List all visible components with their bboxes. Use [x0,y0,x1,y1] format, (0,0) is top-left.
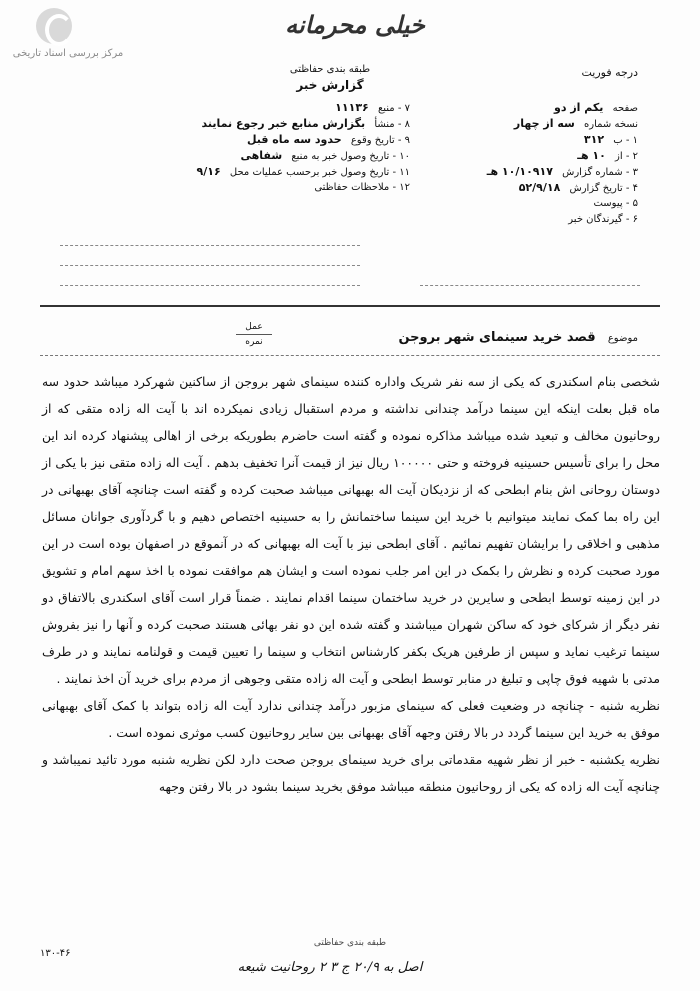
meta-left [60,100,410,196]
meta-field-value: حدود سه ماه قبل [246,133,342,146]
classification-label: طبقه بندی حفاظتی [289,64,371,75]
report-body [42,368,660,800]
meta-field-label: ۱۰ - تاریخ وصول خبر به منبع [291,151,410,162]
body-paragraph: نظریه شنبه - چنانچه در وضعیت فعلی که سینمای مزبور درآمد چندانی ندارد آیت اله زاده بتواند با کمک آقای بهبهانی موفق به خرید این سینما گردد در بالا رفتن وجهه آقای بهبهانی بین سایر روحانیون کسب موثری نموده است . [42,698,660,740]
meta-field-value: ۱۰ هـ [577,149,606,162]
meta-field [60,132,410,148]
meta-field-label: ۹ - تاریخ وقوع [350,135,410,146]
subject-line [218,330,638,345]
meta-field [60,116,410,132]
meta-field [60,148,410,164]
meta-field-value: ۱۰/۱۰۹۱۷ هـ [486,165,553,178]
copy-value: سه از چهار [513,117,575,130]
meta-field-value: ۹/۱۶ [196,165,221,178]
meta-field [388,196,638,212]
rule-line [60,285,360,286]
page-field [388,100,638,116]
meta-right [388,100,638,228]
meta-field [60,180,410,196]
meta-field-label: ۴ - تاریخ گزارش [569,183,638,194]
archive-logo [8,8,128,68]
meta-field [388,212,638,228]
meta-field-label: ۱۲ - ملاحظات حفاظتی [314,182,410,193]
subject-label: موضوع [607,333,638,344]
rule-line [60,245,360,246]
meta-field-value: شفاهی [240,149,283,162]
header-divider [40,305,660,307]
handwritten-note: اصل به ۲۰/۹ ج ۳ ۲ روحانیت شیعه [237,960,423,975]
body-paragraph: نظریه یکشنبه - خبر از نظر شهیه مقدماتی برای خرید سینمای بروجن صحت دارد لکن نظریه شنبه مورد تائید نمیباشد و چنانچه آیت اله زاده که یکی از روحانیون منطقه میباشد موفق بخرید سینما بشود در بالا رفتن وجهه [42,752,660,794]
meta-field [388,132,638,148]
page-value: یکم از دو [554,101,604,114]
subject-value: قصد خرید سینمای شهر بروجن [398,330,596,345]
meta-field [388,148,638,164]
page-label: صفحه [612,103,638,114]
meta-field [388,180,638,196]
meta-field [388,164,638,180]
action-box-bottom: نمره [245,337,263,347]
meta-field [60,164,410,180]
meta-field [60,100,410,116]
meta-field-label: ۶ - گیرندگان خبر [568,214,638,225]
action-box-top: عمل [245,322,263,332]
meta-field-label: ۵ - پیوست [593,198,638,209]
report-title: گزارش خبر [296,78,364,92]
footer-reference-number: ۱۳۰-۴۶ [40,948,71,959]
archive-logo-icon [36,8,72,44]
copy-label: نسخه شماره [584,119,638,130]
meta-field-label: ۸ - منشأ [374,119,410,130]
body-paragraph: شخصی بنام اسکندری که یکی از سه نفر شریک واداره کننده سینمای شهر بروجن از ساکنین شهرکرد میباشد حدود سه ماه قبل بعلت اینکه این سینما درآمد چندانی نداشته و مردم استقبال زیادی نمیکرده اند با آیت اله زاده متقی که از روحانیون مخالف و تبعید شده میباشد مذاکره نموده و گفته است حاضرم بطوریکه برخی از اهالی پیشنهاد کرده اند این محل را برای تأسیس حسینیه فروخته و حتی ۱۰۰۰۰۰ ریال نیز از قیمت آنرا تخفیف بدهم . آیت اله زاده متقی نیز با یکی از دوستان روحانی اش بنام ابطحی که از نزدیکان آیت اله بهبهانی میباشد صحبت کرده و گفته است چنانچه آقای بهبهانی در این راه بما کمک نمایند میتوانیم با خرید این سینما ساختمانش را به حسینیه اختصاص دهیم و با گردآوری جوانان مسائل مذهبی و اخلاقی را برایشان تفهیم نمائیم . آقای ابطحی نیز با آیت اله بهبهانی که در آنموقع در اصفهان بوده است در این مورد صحبت کرده و نظرش را بکمک در این امر جلب نموده است و ایشان هم موافقت نموده با اخذ سهم امام و تشویق در این زمینه توسط ابطحی و سایرین در خرید ساختمان سینما اقدام نمایند . ضمناً قرار است آقای اسکندری بالاتفاق دو نفر دیگر از شرکای خود که ساکن شهران میباشند و گفته شده این دو نفر بهائی هستند صحبت کرده و آنها را نیز بفروش سینما ترغیب نماید و سپس از طرفین هریک بکفر کارشناس انتخاب و سینما را تعیین قیمت و قولنامه نمایند و در طرف مدتی با شهیه فوق چاپی و تبلیغ در منابر توسط ابطحی و آیت اله زاده متقی وجوهی از مردم برای خرید آن اخذ نمایند . [42,374,660,686]
subject-divider [40,355,660,356]
rule-line [420,285,640,286]
meta-field-label: ۲ - از [615,151,638,162]
meta-field-value: بگزارش منابع خبر رجوع نمایند [201,117,366,130]
meta-field-label: ۳ - شماره گزارش [562,167,638,178]
meta-field-label: ۱۱ - تاریخ وصول خبر برحسب عملیات محل [229,167,410,178]
copy-field [388,116,638,132]
stamp-classification: طبقه بندی حفاظتی [313,938,387,948]
meta-field-value: ۵۲/۹/۱۸ [518,181,561,194]
confidential-title: خیلی محرمانه [285,10,425,39]
meta-field-value: ۱۱۱۳۶ [335,101,369,114]
rule-line [60,265,360,266]
archive-logo-text: مرکز بررسی اسناد تاریخی [12,48,124,59]
meta-field-value: ۳۱۲ [583,133,605,146]
priority-label: درجه فوریت [581,66,638,79]
meta-field-label: ۷ - منبع [377,103,410,114]
meta-field-label: ۱ - ب [613,135,638,146]
